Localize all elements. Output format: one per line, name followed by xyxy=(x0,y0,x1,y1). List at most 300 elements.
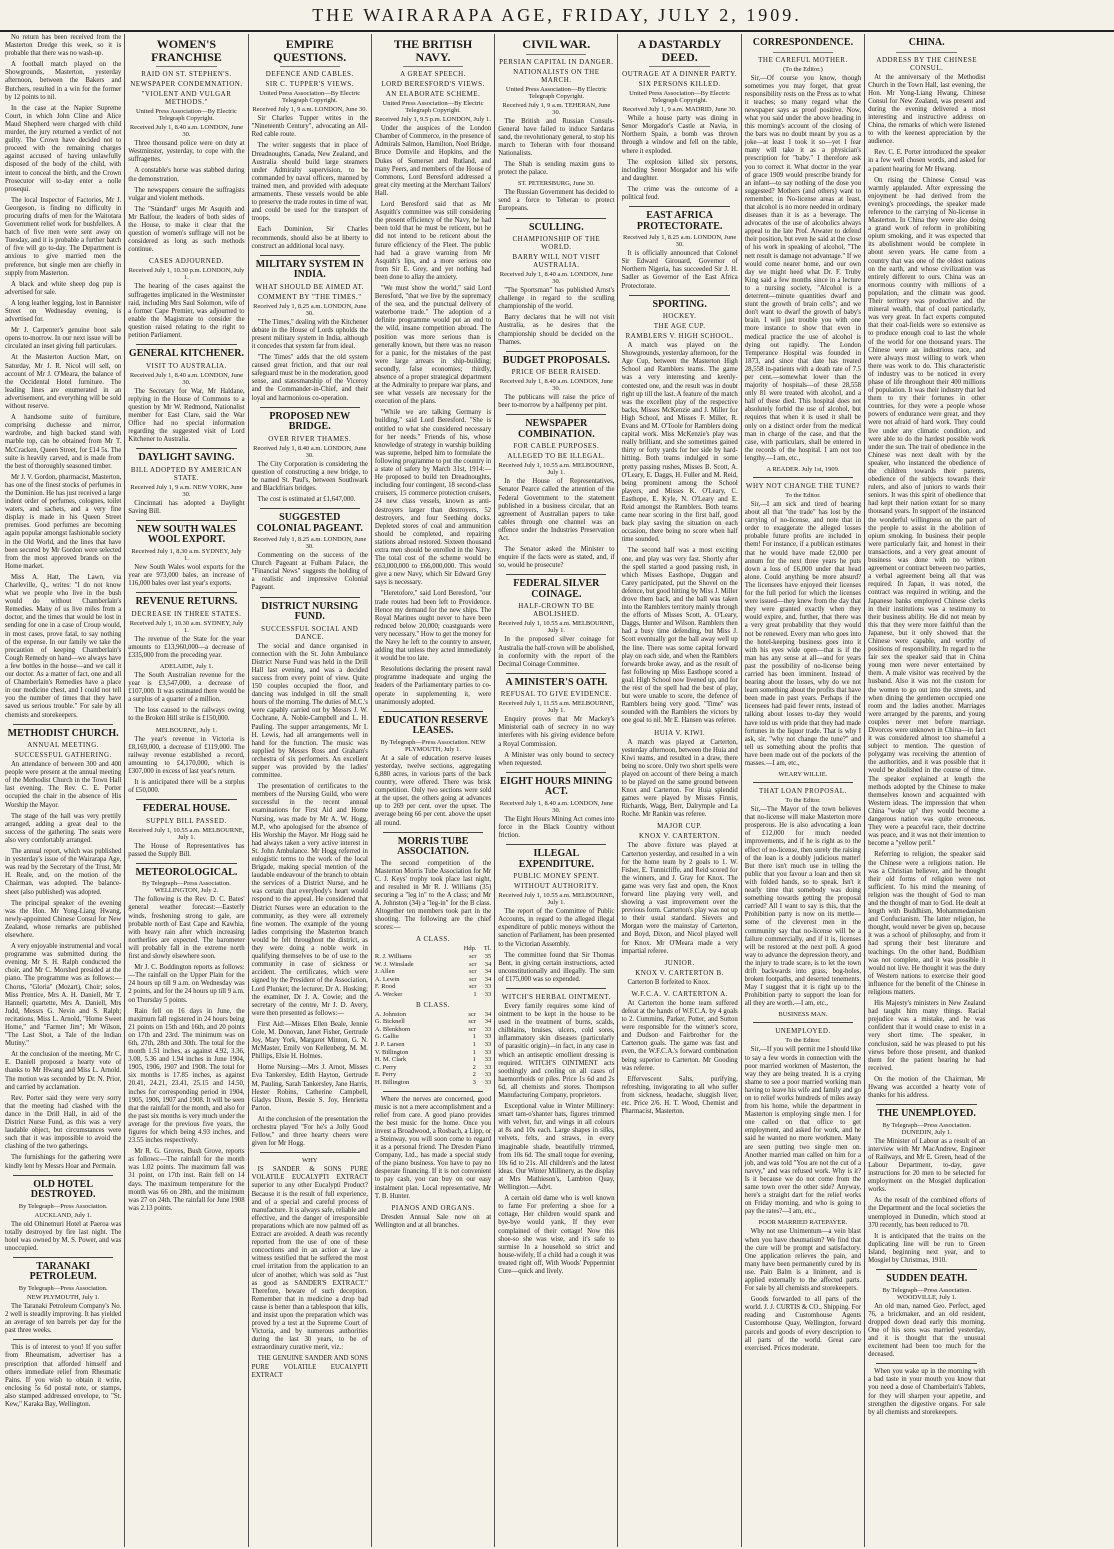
article-paragraph: The Eight Hours Mining Act comes into force in the Black Country without friction. xyxy=(498,815,615,840)
column-4 xyxy=(372,34,495,1547)
article-paragraph: Why not use Unimentum—a vein blast when you have rheumatism? We find that the cure will be prompt and satisfactory. One application relieves the pain, and many have been permanently cured by its use. Pain Balm is a liniment, and is applied externally to the affected parts. For sale by all chemists and storekeepers. xyxy=(744,1228,862,1293)
score-table-row xyxy=(375,1026,491,1034)
article-paragraph: The furnishings for the gathering were kindly lent by Messrs Hoar and Permain. xyxy=(5,1154,122,1170)
dateline: Received July 1, 8.40 a.m. LONDON, June 30. xyxy=(499,378,613,393)
score-table-cell: A. Johnston xyxy=(374,1010,406,1018)
score-table-cell: H. Billington xyxy=(374,1078,410,1086)
article-paragraph: Referring to religion, the speaker said the Chinese were a religious nation. He was a Christian believer, and he thought their old forms of religion were not sufficient. To his mind the meaning of religion was the thought of God to man and the thought of man to God. He dealt at length with Buddhism, Mohammedanism and Confucianism. The latter religion, he thought, would never be given up, because it was a school of philosophy, and from it had sprung their best literature and teachings. On the other hand, Buddhism was not complete, and it was possible it would not live. He thought it was the duty of Western nations to exercise their good influence for the benefit of the Chinese in religious matters. xyxy=(868,851,986,996)
dateline: Received July 1, 10.55 a.m. MELBOURNE, July 1. xyxy=(128,826,245,841)
column-rule xyxy=(13,724,113,725)
score-table-row xyxy=(375,968,491,976)
article-paragraph: It is officially announced that Colonel Sir Edward Girouard, Governor of Northern Nigeria, has succeeded Sir J. H. Sadler as Governor of the East Africa Protectorate. xyxy=(621,250,738,290)
article-subheading: DEFENCE AND CABLES. xyxy=(265,70,354,79)
article-paragraph: The second half was a most exciting one, and play was very fast. Shortly after the spell started a good passing rush, in which Misses Easthope, Duggan and Carey participated, put the Shovel on the defence, but good hitting by Miss J. Miller drove them back, and the ball was taken into the Ramblers territory mainly through the efforts of Misses Scott, A. O'Leary, Daggs, Hunter and Wilson. Ramblers then had a busy time defending, but Miss J. Scott eventually got the ball away well up the line. There was some capital forward play on each side, and when the Ramblers forwards broke away, and as the result of fast following up Miss Easthope scored a goal. High School now livened up, and for the rest of the spell had the best of play, but were unable to score, the defence of Ramblers being very good. "Time" was sounded with the Ramblers the victors by one goal to nil. Mr E. Hansen was referee. xyxy=(621,547,738,725)
score-table-cell: 34 xyxy=(484,1010,492,1018)
article-paragraph: The Secretary for War, Mr Haldane, replying in the House of Commons to a question by Mr W. Redmond, Nationalist member for East Clare, said the War Office had no special information regarding the suggested visit of Lord Kitchener to Australia. xyxy=(128,387,245,444)
score-table-cell: scr xyxy=(468,1018,476,1026)
article-headline: FEDERAL SILVER COINAGE. xyxy=(513,578,600,600)
article-headline: SPORTING. xyxy=(652,298,707,310)
article-headline: EMPIRE QUESTIONS. xyxy=(273,37,347,64)
dateline: POOR MARRIED RATEPAYER. xyxy=(758,1219,848,1227)
dateline: Received July 1, 10.30 a.m. SYDNEY, July 1. xyxy=(129,619,244,634)
dateline: Received July 1, 10.55 a.m. MELBOURNE, July 1. xyxy=(498,892,615,907)
article-paragraph: At a sale of education reserve leases yesterday, twelve sections, aggregating 6,880 acres, in various parts of the back country, were offered. There was brisk competition. Only two sections were sold at the upset, the others going at advances up to 269 per cent. over the upset. The average being 66 per cent. above the upset all round. xyxy=(374,754,492,827)
article-subheading: BARRY WILL NOT VISIT AUSTRALIA. xyxy=(512,253,601,270)
column-rule xyxy=(506,844,606,845)
dateline: United Press Association—By Electric Telegraph Copyright. xyxy=(259,90,361,105)
article-paragraph: The cost is estimated at £1,647,000. xyxy=(257,496,356,503)
article-paragraph: The House of Representatives has passed the Supply Bill. xyxy=(128,842,245,858)
article-paragraph: Mr J. Carpenter's genuine boot sale opens to-morrow. In our next issue will be circulated an inset giving full particulars. xyxy=(5,327,122,351)
dateline: By Telegraph—Press Association. WELLINGTON, July 2. xyxy=(142,880,231,895)
dateline: Received July 1, 8.25 a.m. LONDON, June 30. xyxy=(253,302,367,317)
article-headline: PROPOSED NEW BRIDGE. xyxy=(269,410,351,433)
article-paragraph: Lord Beresford said that as Mr Asquith's committee was still considering the present efficiency of the Navy, he had been told that he must be reticent, but he did not intend to be reticent about the future efficiency of the Fleet. The public had had a grave warning from Mr Asquith's lips, and a more serious one from Sir E. Grey, and yet nothing had been done to allay the anxiety. xyxy=(374,201,492,281)
article-paragraph: The Minister of Labour as a result of an interview with Mr MacAndrew, Engineer of Railways, and Mr E. Green, head of the Labour Department, to-day, gave instructions for 20 men to be selected for employment on the Mosgiel duplication works. xyxy=(868,1137,986,1194)
article-paragraph: A long leather legging, lost in Bannister Street on Wednesday evening, is advertised for. xyxy=(5,299,122,324)
article-paragraph: Carterton B forfeited to Knox. xyxy=(627,978,710,986)
article-headline: A DASTARDLY DEED. xyxy=(637,37,722,64)
article-headline: DAYLIGHT SAVING. xyxy=(138,452,235,464)
article-paragraph: Miss A. Hatt, The Lawn, via Charleville, Q., writes: "I do not know what we people who live in the bush would do without Chamberlain's Remedies. Many of us live miles from a doctor, and the times that would be lost in sending for one in a case of Croup would, in most cases, prove fatal, to say nothing of the expense. In our family we take the precaution of keeping Chamberlain's Cough Remedy on hand—we always have a few bottles in the house—and we call it our doctor. As a matter of fact, one and all of Chamberlain's Remedies have a place in our medicine chest, and I could not tell you the number of times that they have saved us serious trouble." For sale by all chemists and storekeepers. xyxy=(5,573,122,719)
article-subheading: FOR CABLE PURPOSES. xyxy=(513,442,600,451)
article-paragraph: The crime was the outcome of a political feud. xyxy=(621,185,738,202)
score-table-row xyxy=(375,991,491,999)
article-subheading: OVER RIVER THAMES. xyxy=(268,434,352,443)
score-table-cell: scr xyxy=(468,1010,476,1018)
score-table-cell: scr xyxy=(468,975,477,983)
article-paragraph: A very enjoyable instrumental and vocal programme was submitted during the evening. Mr S. H. Ralph conducted the choir, and Mr C. Morshed presided at the piano. The programme was as follows:—Chorus, "Gloria" (Mozart), Choir; solos, Miss Prentice, Mrs A. H. Daniell, Mr T. Hannell; quartette, Mrs A. Daniell, Mrs Judd, Messrs G. Nevin and S. Ralph; recitations, Miss L. Arnold, "Home Sweet Home," and "Farmer Jim"; Mr Wilson, "The Last Shot, a Tale of the Indian Mutiny." xyxy=(5,943,122,1048)
score-table-cell: 34 xyxy=(484,968,492,976)
article-paragraph: The explosion killed six persons, including Senor Morgador and his wife and daughter. xyxy=(621,158,738,182)
article-paragraph: Resolutions declaring the present naval programme inadequate and urging the leaders of the Parliamentary parties to co-operate in supplementing it, were unanimously adopted. xyxy=(374,666,492,706)
article-paragraph: In the proposed silver coinage for Australia the half-crown will be abolished, in conformity with the report of the Decimal Coinage Committee. xyxy=(498,636,615,668)
dateline: To the Editor. xyxy=(785,1037,821,1045)
article-paragraph: A football match played on the Showgrounds, Masterton, yesterday afternoon, between the Bakers and Butchers, resulted in a win for the former by 12 points to nil. xyxy=(5,61,122,101)
article-headline: EAST AFRICA PROTECTORATE. xyxy=(636,210,723,232)
article-subheading: THE CAREFUL MOTHER. xyxy=(758,55,848,64)
dateline: United Press Association—By Electric Telegraph Copyright. xyxy=(382,100,484,115)
article-paragraph: THE GENUINE SANDER AND SONS PURE VOLATILE EUCALYPTI EXTRACT xyxy=(251,1355,368,1379)
article-paragraph: Mr R. G. Groves, Bush Grove, reports as follows:—The rainfall for the month was 1.02 points. The maximum fall was 31 point, on 17th inst. Rain fell on 14 days. The maximum temperature for the month was 66 on 28th, and the minimum was 27 on 24th. The rainfall for June 1908 was 2.13 points. xyxy=(128,1148,245,1212)
article-headline: OLD HOTEL DESTROYED. xyxy=(30,1178,96,1201)
article-paragraph: The British and Russian Consuls-General have failed to induce Sardaras sand, the revolutionary general, to stop his march to Teheran with four thousand Nationalists. xyxy=(498,117,615,157)
article-paragraph: The Shah is sending maxim guns to protect the palace. xyxy=(498,161,615,177)
score-table-cell: 34 xyxy=(484,975,492,983)
article-headline: A MINISTER'S OATH. xyxy=(505,676,608,688)
article-headline: NEWSPAPER COMBINATION. xyxy=(517,418,595,440)
article-paragraph: When you wake up in the morning with a bad taste in your mouth you know that you need a dose of Chamberlain's Tablets, for they will sharpen your appetite, and strengthen the digestive organs. For sale by all chemists and storekeepers. xyxy=(868,1368,986,1416)
score-table-row xyxy=(375,1018,491,1026)
article-paragraph: No return has been received from the Masterton Dredge this week, so it is probable that there was no wash-up. xyxy=(5,34,122,58)
score-table-cell: scr xyxy=(468,1025,476,1033)
article-paragraph: At the anniversary of the Methodist Church in the Town Hall, last evening, the Hon. Mr Yong-Liang Hwang, Chinese Consul for New Zealand, was present and during the evening delivered a most interesting and instructive address on China, the remarks of which were listened to with the keenest appreciation by the audience. xyxy=(868,73,986,146)
score-table-cell: 33 xyxy=(484,1033,492,1041)
dateline: Received July 1, 9.5 p.m. LONDON, July 1. xyxy=(375,116,491,124)
article-paragraph: The year's revenue in Victoria is £8,169,000, a decrease of £119,000. The railway revenue established a record, amounting to £4,170,000, which is £307,000 in excess of last year's return. xyxy=(128,735,245,775)
score-table-cell: J. P. Larsen xyxy=(374,1040,405,1048)
article-subheading: HOCKEY. xyxy=(662,312,697,321)
dateline: ADELAIDE, July 1. xyxy=(159,662,214,670)
score-table-cell: 1 xyxy=(473,991,477,998)
article-paragraph: Sir,—If you will permit me I should like to say a few words in connection with the poor married workmen of Masterton, the way they are being treated. It is a crying shame to see a poor married working man having to leave his wife and family and go on to relief works hundreds of miles away from his home, while the department in Masterton is employing single men. I for one called on that office to get employment, and asked for work, and he said he wanted no more workmen. Many are seen putting two single men on. Another married man called on him for a job, and was told "You are not the cut of a navvy," and was refused work. Why is it? Is it because we do not come from the same town over the other side? Anyway, here's a straight dart for the relief works on Friday morning, and who is going to pay the rates?—I am, etc., xyxy=(744,1046,862,1216)
article-headline: CORRESPONDENCE. xyxy=(752,37,854,48)
score-table-cell: 2 xyxy=(472,1063,476,1071)
column-rule xyxy=(526,54,586,55)
article-paragraph: The committee found that Sir Thomas Bent, in giving certain instructions, acted unconstitutionally and illegally. The sum of £175,000 was so expended. xyxy=(498,951,615,983)
article-subheading: CASES ADJOURNED. xyxy=(148,257,224,266)
column-rule xyxy=(506,988,606,989)
article-paragraph: Three thousand police were on duty at Westminster, yesterday, to cope with the suffragettes. xyxy=(128,140,245,164)
article-headline: DISTRICT NURSING FUND. xyxy=(261,600,359,623)
score-table-cell: V. Billington xyxy=(374,1048,409,1056)
score-table-cell: 34 xyxy=(484,960,492,968)
article-paragraph: The writer suggests that in place of Dreadnoughts, Canada, New Zealand, and Australia should build large steamers under Admiralty supervision, to be commanded by naval officers, manned by trained men, and provided with adequate armaments. These vessels would be able to preserve the trade routes in time of war, and could be used for the transport of troops. xyxy=(251,142,368,223)
column-rule xyxy=(506,351,606,352)
article-subheading: KNOX V. CARTERTON. xyxy=(638,832,721,841)
column-rule xyxy=(506,414,606,415)
article-subheading: REFUSAL TO GIVE EVIDENCE. xyxy=(500,690,612,699)
score-table-cell: A. Blenkhorn xyxy=(374,1025,411,1033)
article-subheading: WHY NOT CHANGE THE TUNE? xyxy=(745,482,860,490)
article-paragraph: While a house party was dining in Senor Morgador's Castle at Navia, in Northern Spain, a bomb was thrown through a window and fell on the table, where it exploded. xyxy=(621,115,738,155)
column-rule xyxy=(136,863,236,864)
column-1 xyxy=(2,34,125,1547)
article-subheading: ANNUAL MEETING. xyxy=(27,741,100,750)
article-subheading: THAT LOAN PROPOSAL. xyxy=(759,787,847,796)
article-paragraph: At the conclusion of the presentation the orchestra played "For he's a Jolly Good Fellow," and three hearty cheers were given for Mr Hogg. xyxy=(251,1115,368,1148)
article-headline: NEW SOUTH WALES WOOL EXPORT. xyxy=(137,523,236,546)
column-rule xyxy=(260,255,360,256)
score-table-cell: H. M. Clark xyxy=(374,1056,407,1064)
masthead xyxy=(0,0,1114,32)
article-paragraph: Sir Charles Tupper writes in the "Nineteenth Century", advocating an All-Red cable route. xyxy=(251,115,368,139)
article-paragraph: A handsome suite of furniture, comprising duchesse and mirror, wardrobe, and high backed stand with marble top, can be obtained from Mr T. McCracken, Queen Street, for £14 5s. The suite is heavily carved, and is made from the best of thoroughly seasoned timber. xyxy=(5,414,122,470)
article-paragraph: A match was played on the Showgrounds, yesterday afternoon, for the Age Cup, between the Masterton High School and Ramblers teams. The game was a very interesting and keenly-contested one, and the result was in doubt right up till the last. A feature of the match was the excellent play of the respective backs, Misses McKenzie and J. Miller for High School, and Misses F. Miller, R. Evans and M. O'Toole for Ramblers doing capital work. Miss McKenzie's play was really brilliant, and she sometimes gained thirty or forty yards for her side by hard-hitting. Both teams indulged in some pretty passing rushes, Misses B. Scott, A. O'Leary, E. Daggs, H. Fuller and M. Reid, being prominent among the School players, and Misses K. O'Leary, C. Easthope, E. Kyle, N. O'Leary and E. Reid amongst the Ramblers. Both teams came near scoring in the first half, good back play saving the situation on each occasion, there being no score when half time sounded. xyxy=(621,342,738,544)
score-table-cell: 33 xyxy=(484,1063,492,1071)
article-paragraph: The old Ohinemuri Hotel at Paeroa was totally destroyed by fire last night. The hotel was owned by M. S. Power, and was unoccupied. xyxy=(5,1220,122,1252)
article-paragraph: Under the auspices of the London Chamber of Commerce, in the presence of Admirals Salmon, Hamilton, Noel Bridge, Bruce Domvile and Hopkins, and the Dukes of Somerset and Rutland, and many Peers, and members of the House of Commons, Lord Beresford addressed a great city meeting at the Merchant Tailors' Hall. xyxy=(374,125,492,197)
article-paragraph: An attendance of between 300 and 400 people were present at the annual meeting of the Methodist Church in the Town Hall last evening. The Rev. C. E. Porter occupied the chair in the absence of His Worship the Mayor. xyxy=(5,761,122,809)
article-paragraph: This is of interest to you! If you suffer from Rheumatism, advertiser has a prescription that afforded himself and others immediate relief from Rheumatic Pains. If you wish to obtain it write, enclosing 5s 6d postal note, or stamps, also stamped addressed envelope, to "St. Kew," Karaka Bay, Wellington. xyxy=(5,1344,122,1408)
column-rule xyxy=(753,782,853,783)
score-table-row xyxy=(375,1041,491,1049)
score-table-row xyxy=(375,1064,491,1072)
dateline: WHY xyxy=(301,1157,318,1165)
article-subheading: KNOX V. CARTERTON B. xyxy=(635,968,724,977)
score-table-row xyxy=(375,1049,491,1057)
article-headline: FEDERAL HOUSE. xyxy=(142,803,231,815)
article-paragraph: Sir,—Of course you know, though sometimes you may forget, that great responsibility rests on the Press as to what it teaches; so many regard what the newspaper says as proof positive. Now, what you said under the above heading in this morning's account of the closing of the bars was no doubt meant by you as a joke—at least I took it so—yet I fear many will take it as a physician's prescription for "baby." I therefore ask you to correct it. What doctor in the year of grace 1909 would prescribe brandy for an infant—to say nothing of the dose you suggested? Mothers (and others) want to remember, in No-license areas at least, that alcohol is no more needed in ordinary diseases than it is as a beverage. The advocates of the use of alcoholics always appeal to the late Prof. Atwater to defend their position, but even he said at the close of his work in speaking of alcohol, "The nett result is damage not advantage." If we would come nearer home, and our own day we might heed what Dr. F. Truby King said a few months since in a lecture to a nursing society, "Alcohol is a deterrent—minute quantities dwarf and stunt the growth of brain cells"; and we don't want to dwarf the growth of baby's brain. I will just trouble you with one more instance to show that even in medical practice the use of alcohol is dying out rapidly. The London Temperance Hospital was founded in 1873, and since that date has treated 28,558 in-patients with a death rate of 7.5 per cent.—somewhat lower than the majority of hospitals—of these 28,558 only 81 were treated with alcohol, and a half of these died. This hospital does not absolutely forbid the use of alcohol, but requires that when it is used it shall be only on a distinct order from the medical man in charge of the case, and that the case, with particulars, shall be entered in the records of the hospital. I am not too lengthy.—I am, etc., xyxy=(744,74,862,462)
columns-container xyxy=(2,34,1112,1547)
column-rule xyxy=(876,1269,977,1270)
dateline: Received July 1, 8.40 a.m. LONDON, June 30. xyxy=(129,124,244,139)
score-table-cell: 1 xyxy=(472,1040,476,1048)
column-rule xyxy=(506,218,606,219)
score-table-cell: 2 xyxy=(472,1071,476,1079)
article-subheading: SIR C. TUPPER'S VIEWS. xyxy=(265,80,354,89)
article-headline: GENERAL KITCHENER. xyxy=(128,348,244,360)
article-subheading: BILL ADOPTED BY AMERICAN STATE. xyxy=(130,465,243,482)
column-rule xyxy=(896,52,957,53)
column-rule xyxy=(649,66,709,67)
score-table-cell: C. Perry xyxy=(374,1063,397,1071)
article-subheading: OUTRAGE AT A DINNER PARTY. xyxy=(622,70,738,79)
article-paragraph: The annual report, which was published in yesterday's issue of the Wairarapa Age, was read by the Secretary of the Trust, Mr H. Reale, and, on the motion of the Chairman, was adopted. The balance-sheet (also published) was adopted. xyxy=(5,848,122,896)
column-rule xyxy=(260,1152,360,1153)
column-rule xyxy=(629,206,729,207)
score-table-cell: 33 xyxy=(484,983,492,991)
article-paragraph: "While we are talking Germany is building," said Lord Beresford. "She is entitled to what she considered necessary for her needs." Friends of his, whose knowledge of strategy in warship building was supreme, helped him to formulate the following programme to put the country in a state of safety by March 31st, 1914:—He proposed to build ten Dreadnoughts, including four contingent, 18 second-class cruisers, 15 commerce protection cruisers, 24 new class vessels, known as anti-destroyers larger than destroyers, 52 destroyers, and four Seething docks. Depleted stores of coal and ammunition should be completed, and repairing stations abroad restored. Sixteen thousand extra men should be enrolled in the Navy. The total cost of the scheme would be £63,000,000 to £66,000,000. This would give a new Navy, which Sir Edward Grey says is necessary. xyxy=(374,409,492,587)
dateline: WEARY WILLIE. xyxy=(778,771,828,779)
article-paragraph: The Taranaki Petroleum Company's No. 2 well is steadily improving. It has yielded an average of ten barrels per day for the past three weeks. xyxy=(5,1302,122,1335)
article-paragraph: It is anticipated that the trains on the duplicating line will be run to Green Island, beginning next year, and to Mosgiel by Christmas, 1910. xyxy=(868,1232,986,1265)
article-paragraph: A certain old dame who is well known to fame For preferring a shoe for a cottage, Her children would spank and bye-bye would yank, If they ever complained of their cottage! Now this shoe-so she was wise, and it's safe to surmise In a household so strict and house-wifely, If a child had a cough it was treated right off, With Woods' Peppermint Cure—quick and lively. xyxy=(498,1195,615,1275)
article-subheading: SUPPLY BILL PASSED. xyxy=(146,816,227,825)
column-rule xyxy=(280,66,340,67)
column-rule xyxy=(136,592,236,593)
score-table xyxy=(375,1011,491,1087)
dateline: MELBOURNE, July 1. xyxy=(155,726,217,734)
dateline: Received July 1, 9 a.m. LONDON, June 30. xyxy=(252,106,368,114)
column-rule xyxy=(876,1104,977,1105)
article-headline: SUDDEN DEATH. xyxy=(886,1273,968,1285)
article-paragraph: The report of the Committee of Public Accounts, in regard to the alleged illegal expenditure of public moneys without the sanction of Parliament, has been presented to the Victorian Assembly. xyxy=(498,908,615,948)
score-table-cell: A. Lewin xyxy=(374,975,400,983)
article-paragraph: At the Masterton Auction Mart, on Saturday, Mr J. R. Nicol will sell, on account of Mr J. O'Meara, the balance of the Occidental Hotel furniture. The leading lines are enumerated in an advertisement, and everything will be sold without reserve. xyxy=(5,354,122,411)
article-headline: BUDGET PROPOSALS. xyxy=(502,354,610,366)
article-paragraph: Each Dominion, Sir Charles recommends, should also be at liberty to construct an additional local navy. xyxy=(251,226,368,250)
article-paragraph: A Minister was only bound to secrecy when requested. xyxy=(498,751,615,767)
score-table-cell: R. J. Williams xyxy=(374,953,412,961)
article-paragraph: The principal speaker of the evening was the Hon. Mr Yong-Liang Hwang, newly-appointed Chinese Consul for New Zealand, whose remarks are published elsewhere. xyxy=(5,899,122,939)
column-rule xyxy=(753,477,853,478)
article-paragraph: "We must show the world," said Lord Beresford, "that we live by the supremacy of the sea, and the punctual delivery of waterborne trade." The adoption of a definite programme would put an end to the wild, insane competition abroad. The position was more serious than is generally known, but there was no reason for a panic, for the mistakes of the past were large arrears in ship-building; secondly, false economies; thirdly, absence of a proper strategical department at the Admiralty to prepare war plans, and see what vessels are necessary for the execution of the plans. xyxy=(374,284,492,406)
dateline: United Press Association—By Electric Telegraph Copyright. xyxy=(135,108,237,123)
dateline: Received July 1, 10.55 a.m. MELBOURNE, July 1. xyxy=(498,620,615,635)
score-table-cell: 35 xyxy=(484,953,492,961)
score-table-cell: 33 xyxy=(484,1040,492,1048)
article-subheading: W.F.C.A. V. CARTERTON A. xyxy=(631,989,728,998)
score-table-row xyxy=(375,1079,491,1087)
dateline: Received July 1, 9 a.m. MADRID, June 30. xyxy=(622,106,737,114)
article-paragraph: Sir,—I am sick and tired of hearing about all that "the trade" has lost by the carrying of no-license, and note that in order to exaggerate the alleged losses probable future profits are included in them! For instance, if a publican estimates that he would have made £2,000 per annum for the next three years he puts down a loss of £6,000 under that head alone. Could anything be more absurd? The licensees have enjoyed their licenses for the full period for which the licenses were issued—they knew from the day that they were granted exactly when they would expire, and, further, that there was a very great probability that they would not be renewed. Every man who goes into the hotel-keeping business goes into it with his eyes wide open—that is if the man has any sense at all—and for years past the possibility of no-license being carried has been imminent. Instead of bearing about the losses, why do we not learn something about the profits that have been made in past years. Perhaps if the licensees had paid fewer rents, instead of talking about losses to-day they would have told us with pride that they had made fortunes in the liquor trade. That is why I ask, sir, "why not change the tune?" and tell us something about the profits that have been made out of the pockets of the masses.—I am, etc., xyxy=(744,501,862,767)
article-subheading: A CLASS. xyxy=(416,935,451,944)
dateline: Received July 1, 11.55 a.m. MELBOURNE, July 1. xyxy=(498,700,615,715)
column-rule xyxy=(136,520,236,521)
article-paragraph: The Russian Government has decided to send a force to Teheran to protect Europeans. xyxy=(498,189,615,213)
article-paragraph: In the case at the Napier Supreme Court, in which John Cline and Alice Maud Shepherd were charged with child murder, the jury returned a verdict of not guilty. The Crown have decided not to proceed with the remaining charges against accused of having unlawfully disposed of the body of the child, with intent to conceal the birth, and the Crown Prosecutor will to-day enter a nolle prosequi. xyxy=(5,104,122,193)
article-subheading: COMMENT BY "THE TIMES." xyxy=(257,292,362,301)
article-paragraph: Exceptional value in Winter Millinery: smart tam-o'shanter hats, figures trimmed with velvet, fur, and wings in all colours at 8s and 10s each. Large shapes in silks, velvets, felts, and straws, in every imaginable shade, beautifully trimmed, from 10s 6d. The small toque for evening, 10s 6d to 21s. All children's and the latest ideas. Our Winter Millinery, as the display at Mrs Mathieson's, Lambton Quay, Wellington.—Advt. xyxy=(498,1103,615,1192)
article-subheading: RAMBLERS V. HIGH SCHOOL. xyxy=(625,332,734,341)
masthead-title: THE WAIRARAPA AGE, FRIDAY, JULY 2, 1909. xyxy=(312,5,802,25)
article-headline: THE UNEMPLOYED. xyxy=(877,1108,976,1120)
score-table-cell: G. Gallie xyxy=(374,1033,399,1041)
article-subheading: A GREAT SPEECH. xyxy=(400,70,466,79)
article-paragraph: Dresden Annual Sale now on at Wellington and at all branches. xyxy=(374,1213,492,1229)
article-paragraph: A constable's horse was stabbed during the demonstration. xyxy=(128,167,245,183)
dateline: By Telegraph—Press Association. xyxy=(18,1284,108,1292)
article-headline: MORRIS TUBE ASSOCIATION. xyxy=(397,835,469,858)
article-paragraph: The publicans will raise the price of beer to-morrow by a halfpenny per pint. xyxy=(498,394,615,410)
column-8 xyxy=(865,34,988,1547)
column-rule xyxy=(383,1091,483,1092)
dateline: Received July 1, 8.40 a.m. LONDON, June 30. xyxy=(253,444,367,459)
score-table-cell: scr xyxy=(468,968,477,976)
column-rule xyxy=(13,1175,113,1176)
article-paragraph: IS SANDER & SONS PURE VOLATILE EUCALYPTI EXTRACT superior to any other Eucalypti Product? Because it is the result of full experience, and of a special and careful process of manufacture. It is always safe, reliable and effective, and the danger of irresponsible preparations which are now palmed off as Extract are avoided. A death was recently reported from the use of one of these concoctions and in an action at law a witness testified that he suffered the most cruel irritation from the application to an ulcer of another, which was sold as "Just as good as SANDER'S EXTRACT." Therefore, beware of such deception. Remember that in medicine a drop bad cause is better than a tablespoon that kills, and insist upon the preparation which was proved by a test at the Supreme Court of Victoria, and by numerous authorities during the last 30 years, to be of extraordinary curative merit, viz.: xyxy=(251,1166,368,1352)
score-table-cell: 33 xyxy=(484,991,492,998)
article-paragraph: Commenting on the success of the Church Pageant at Fulham Palace, the "Financial News" suggests the holding of a realistic and impressive Colonial Pageant. xyxy=(251,552,368,592)
column-rule xyxy=(403,66,463,67)
article-paragraph: An old man, named Geo. Perfect, aged 76, a brickmaker, and an old resident, dropped down dead early this morning. One of his sons was married yesterday, and it is thought that the unusual excitement had been too much for the deceased. xyxy=(868,1302,986,1359)
article-headline: ILLEGAL EXPENDITURE. xyxy=(518,848,594,870)
column-rule xyxy=(260,508,360,509)
article-paragraph: The local Inspector of Factories, Mr J. Georgeson, is finding no difficulty in procuring drafts of men for the Waitotara Government relief work for bushfellers. A batch of five men were sent away on Tuesday, and it is probable a further batch of five will go to-day. The Department is anxious to give married men the preference, but single men are chiefly in supply from Masterton. xyxy=(5,196,122,277)
article-paragraph: Home Nursing:—Mrs J. Arnot, Misses Eva Tankersley, Edith Hayton, Gertrude M. Pauling, Sarah Tankersley, Jane Harris, Hester Robins, Catherine Campbell, Gladys Dixon, Bessie S. Joy, Henrietta Parton. xyxy=(251,1064,368,1112)
article-subheading: SUCCESSFUL SOCIAL AND DANCE. xyxy=(261,624,359,641)
article-paragraph: First Aid:—Misses Ellen Beale, Jennie Cole, M. Donovan, Janet Fisher, Gertrude Joy, Mary York, Margaret Minton, G. N. McMaster, Emily von Kellenberg, M. M. Phillips, Elsie H. Holmes. xyxy=(251,1020,368,1061)
article-paragraph: "The Times" adds that the old system caused great friction, and that our real safeguard must be in the moderation, good sense, and statesmanship of the Viceroy and the Commander-in-Chief, and their loyal and harmonious co-operation. xyxy=(251,354,368,402)
article-subheading: SUCCESSFUL GATHERING. xyxy=(14,751,112,760)
column-3 xyxy=(249,34,372,1547)
article-subheading: NATIONALISTS ON THE MARCH. xyxy=(513,67,600,84)
article-subheading: SIX PERSONS KILLED. xyxy=(638,80,721,89)
dateline: By Telegraph—Press Association. DUNEDIN, July 1. xyxy=(882,1121,972,1136)
article-paragraph: The hearing of the cases against the suffragettes implicated in the Westminster raid, including Mrs Saul Solomon, wife of a former Cape Premier, was adjourned to enable the Magistrate to consider the question raised relating to the right to petition Parliament. xyxy=(128,283,245,339)
column-5 xyxy=(495,34,618,1547)
article-subheading: "VIOLENT AND VULGAR METHODS." xyxy=(141,90,232,107)
article-subheading: HUIA V. KIWI. xyxy=(654,728,706,737)
score-table-row xyxy=(375,961,491,969)
article-paragraph: Barry declares that he will not visit Australia, as he desires that the championship should be decided on the Thames. xyxy=(498,314,615,346)
article-paragraph: At the conclusion of the meeting, Mr C. E. Daniell proposed a hearty vote of thanks to Mr Hwang and Miss L. Arnold. The motion was seconded by Dr. N. Prior, and carried by acclamation. xyxy=(5,1051,122,1091)
article-headline: SUGGESTED COLONIAL PAGEANT. xyxy=(256,512,363,534)
score-table-cell: scr xyxy=(468,953,477,961)
score-table-cell: 3 xyxy=(472,1078,476,1086)
score-table-cell: 34 xyxy=(484,1018,492,1026)
score-table-header-cell xyxy=(375,945,451,953)
column-rule xyxy=(383,711,483,712)
score-table-header-cell: Tl. xyxy=(483,945,492,953)
column-rule xyxy=(260,407,360,408)
column-rule xyxy=(136,799,236,800)
column-rule xyxy=(876,1363,977,1364)
article-paragraph: The loss caused to the railways owing to the Broken Hill strike is £150,000. xyxy=(128,707,245,723)
article-headline: THE BRITISH NAVY. xyxy=(393,37,473,64)
dateline: By Telegraph—Press Association. NEW PLYMOUTH, July 1. xyxy=(380,738,486,753)
column-rule xyxy=(13,1257,113,1258)
article-headline: METEOROLOGICAL. xyxy=(135,866,238,878)
article-paragraph: The Senator asked the Minister to enquire if the facts were as stated, and, if so, would he prosecute? xyxy=(498,546,615,570)
dateline: A READER. July 1st, 1909. xyxy=(766,466,840,473)
article-headline: METHODIST CHURCH. xyxy=(7,727,119,739)
article-paragraph: The following is the Rev. D. C. Bates' general weather forecast:—Easterly winds, freshening strong to gale, are probable north of East Cape and Kawhia, with heavy rain after which increasing northerlies are expected. The barometer will probably fall in the extreme north first and slowly elsewhere soon. xyxy=(128,896,245,961)
column-rule xyxy=(13,1339,113,1340)
article-subheading: CHAMPIONSHIP OF THE WORLD. xyxy=(512,235,601,252)
article-subheading: JUNIOR. xyxy=(664,958,695,967)
score-table-cell: 33 xyxy=(484,1078,492,1086)
score-table-cell: 33 xyxy=(484,1056,492,1064)
score-table-cell: scr xyxy=(468,983,477,991)
score-table-header-cell: Hdp. xyxy=(463,945,477,953)
score-table-cell: A. Wecker xyxy=(374,991,403,998)
dateline: (To the Editor.) xyxy=(783,65,823,73)
article-paragraph: Cincinnati has adopted a Daylight Saving Bill. xyxy=(128,499,245,515)
score-table-cell: 1 xyxy=(472,1056,476,1064)
dateline: By Telegraph—Press Association. xyxy=(18,1202,108,1210)
article-paragraph: "Heretofore," said Lord Beresford, "our trade routes had been left to Providence. Hence my demand for the new ships. The Royal Marines ought never to have been reduced below 20,000; coastguards were very necessary." How to get the money for the Navy he left to the country to answer, adding that unless they acted immediately it would be too late. xyxy=(374,590,492,663)
article-subheading: PRICE OF BEER RAISED. xyxy=(511,368,602,377)
dateline: Received July 1, 8.25 a.m. LONDON, June 30. xyxy=(253,536,367,551)
article-paragraph: The City Corporation is considering the question of constructing a new bridge, to be named St. Paul's, between Southwark and Blackfriars bridges. xyxy=(251,460,368,492)
score-table-cell: 33 xyxy=(484,1025,492,1033)
article-paragraph: The "Standard" urges Mr Asquith and Mr Balfour, the leaders of both sides of the House, to make it clear that the question of women's suffrage will not be considered as long as such methods continue. xyxy=(128,205,245,254)
score-table-cell: J. Allen xyxy=(374,968,395,976)
score-table-cell: 33 xyxy=(484,1071,492,1079)
article-paragraph: Rev. Porter said they were very sorry that the meeting had clashed with the dance in the Drill Hall, in aid of the District Nurse Fund, as this was a very laudable object, but circumstances were such that it was impossible to avoid the clashing of the two gatherings. xyxy=(5,1094,122,1151)
article-paragraph: Every family requires some kind of ointment to be kept in the house to be used in the treatment of burns, scalds, chilblains, bruises, ulcers, cold sores, inflammatory skin diseases (particularly of parasitic origin)—in fact, in any case in which an antiseptic emollient dressing is required. WITCH'S OINTMENT acts soothingly and cooling on all cases of haemorrhoids or piles. Price 1s 6d and 2s 6d, all chemists and stores. Thompson Manufacturing Company, proprietors. xyxy=(498,1002,615,1099)
article-subheading: PIANOS AND ORGANS. xyxy=(391,1203,475,1212)
dateline: By Telegraph—Press Association. WOODVILLE, July 1. xyxy=(882,1286,972,1301)
column-6 xyxy=(618,34,741,1547)
score-table-cell: F. Rood xyxy=(374,983,396,991)
score-table-row xyxy=(375,953,491,961)
column-7 xyxy=(742,34,865,1547)
article-subheading: DECREASE IN THREE STATES. xyxy=(131,609,242,618)
column-2 xyxy=(125,34,248,1547)
dateline: Received July 1, 9 a.m. TEHERAN, June 30. xyxy=(502,101,611,116)
article-subheading: LORD BERESFORD'S VIEWS. xyxy=(381,80,485,89)
article-paragraph: Effervescent Salts, purifying, refreshing, invigorating to all who suffer from sickness, headache, sluggish liver, etc. Price 2/6. H. T. Wood, Chemist and Pharmacist, Masterton. xyxy=(621,1075,738,1116)
article-paragraph: Mr J. V. Gordon, pharmacist, Masterton, has one of the finest stocks of perfumes in the Dominion. He has just received a large indent order of perfumes, colognes, toilet waters, and sachets, and a very fine display is made in his Queen Street premises. Good perfumes are becoming again popular amongst fashionable society in the Old World, and the lines that have been secured by Mr Gordon were selected from the most approved brands on the Home market. xyxy=(5,473,122,570)
dateline: Received July 1, 8.25 a.m. LONDON, June 30. xyxy=(623,234,737,249)
article-paragraph: The social and dance organised in connection with the St. John Ambulance District Nurse Fund was held in the Drill Hall last evening, and was a decided success from every point of view. Quite 150 couples occupied the floor, and dancing was indulged in till the small hours of the morning. The duties of M.C.'s were capably carried out by Messrs J. W. Cochrane, A. Noble-Campbell and L. H. Pauling. The supper arrangements, Mr I. H. Lewis, had all arrangements well in hand for the function. The music was supplied by Messrs Ross and Graham's orchestra of six performers. An excellent supper was provided by the ladies' committee. xyxy=(251,642,368,780)
column-rule xyxy=(506,574,606,575)
column-rule xyxy=(506,673,606,674)
article-paragraph: A match was played at Carterton, yesterday afternoon, between the Huia and Kiwi teams, and resulted in a draw, there being no score. Only two short spells were played on account of there being a match to be played on the same ground between Knox and Carterton. For Huia splendid games were played by Misses Finnis, Richards, Wagg, Berr, Dalrymple and La Roche. Mr Rankin was referee. xyxy=(621,738,738,819)
article-headline: CHINA. xyxy=(908,37,945,48)
article-paragraph: His Majesty's ministers in New Zealand had taught him many things. Racial prejudice was a mistake, and he was confident that it would cease to exist in a very short time. The speaker, in conclusion, said he was pleased to put his views before those present, and thanked them for the patient hearing he had received. xyxy=(868,1000,986,1072)
article-subheading: VISIT TO AUSTRALIA. xyxy=(146,361,227,370)
score-table-cell: 1 xyxy=(472,1033,476,1041)
column-rule xyxy=(156,66,216,67)
article-paragraph: At Carterton the home team suffered defeat at the hands of W.F.C.A. by 4 goals to 2. Cummins, Parker, Potter, and Sutton were responsible for the winner's score, and Dudson and Fairbrother for the Carterton goals. The game was fast and even, the W.F.C.A.'s forward combination being superior to Carterton. Mr Gooding was referee. xyxy=(621,999,738,1072)
article-subheading: ADDRESS BY THE CHINESE CONSUL. xyxy=(876,55,978,72)
article-headline: SCULLING. xyxy=(528,221,584,233)
article-subheading: B CLASS. xyxy=(416,1000,451,1009)
article-subheading: PUBLIC MONEY SPENT. xyxy=(513,872,600,881)
article-paragraph: Sir,—The Mayor of the town believes that no-license will make Masterton more prosperous. He is also advocating a loan of £12,000 for much needed improvements, and if he is right as to the effect of no-license, then surely the raising of the loan is a doubly judicious matter! But there isn't much use in telling the public that you favour a loan and then sit with folded hands, so to speak. Isn't it nearly time that somebody was doing something towards getting the proposal carried? All I want to say is this, that the Prohibition party is now on its mettle—some of the cleverest men in the community say that no-license will be a failure commercially, and if it is, licenses will be restored at the next poll. A good way to advance the depression theory, and the injury to trade scare, is to let the town drift backwards into grass, bog-holes, broken footpaths, and deserted tenements. May I suggest that it is right up to the Prohibition party to support the loan for all they are worth.—I am, etc., xyxy=(744,806,862,1008)
score-table-cell: W. J. Winslade xyxy=(374,960,414,968)
article-headline: REVENUE RETURNS. xyxy=(135,596,238,608)
article-subheading: WHAT SHOULD BE AIMED AT. xyxy=(255,282,364,291)
article-subheading: ALLEGED TO BE ILLEGAL. xyxy=(507,452,606,461)
article-subheading: RAID ON ST. STEPHEN'S. xyxy=(141,70,232,79)
article-subheading: PERSIAN CAPITAL IN DANGER. xyxy=(499,57,614,66)
article-paragraph: The second competition of the Masterton Morris Tube Association for Mr C. J. Keys' trophy took place last night, and resulted in Mr R. J. Williams (35) securing a "leg in" to the A class; and Mr A. Johnston (34) a "leg-in" for the B class. Altogether ten members took part in the shooting. The following are the chief scores:— xyxy=(374,859,492,932)
article-subheading: WITHOUT AUTHORITY. xyxy=(514,882,599,891)
score-table-row xyxy=(375,983,491,991)
score-table-row xyxy=(375,976,491,984)
article-headline: CIVIL WAR. xyxy=(522,37,591,51)
article-paragraph: New South Wales wool exports for the year are 973,000 bales, an increase of 116,000 bales over last year's exports. xyxy=(128,563,245,588)
article-headline: TARANAKI PETROLEUM. xyxy=(29,1260,97,1283)
dateline: Received July 1, 10.30 p.m. LONDON, July 1. xyxy=(128,267,245,282)
article-paragraph: A black and white sheep dog pup is advertised for sale. xyxy=(5,280,122,296)
article-paragraph: Where the nerves are concerned, good music is not a mere accomplishment and a relief from care. A good piano provides the best music for the home. Once you invest a Broadwood, a Rosbach, a Lipp, or a Steinway, you will soon come to regard it as a personal friend. The Dresden Piano Company, Ltd., has made a special study of the piano business. You have to pay no desperate financing. If it is not convenient to pay cash, you can buy on our easy instalment plan. Local representative, Mr T. B. Hunter. xyxy=(374,1095,492,1200)
